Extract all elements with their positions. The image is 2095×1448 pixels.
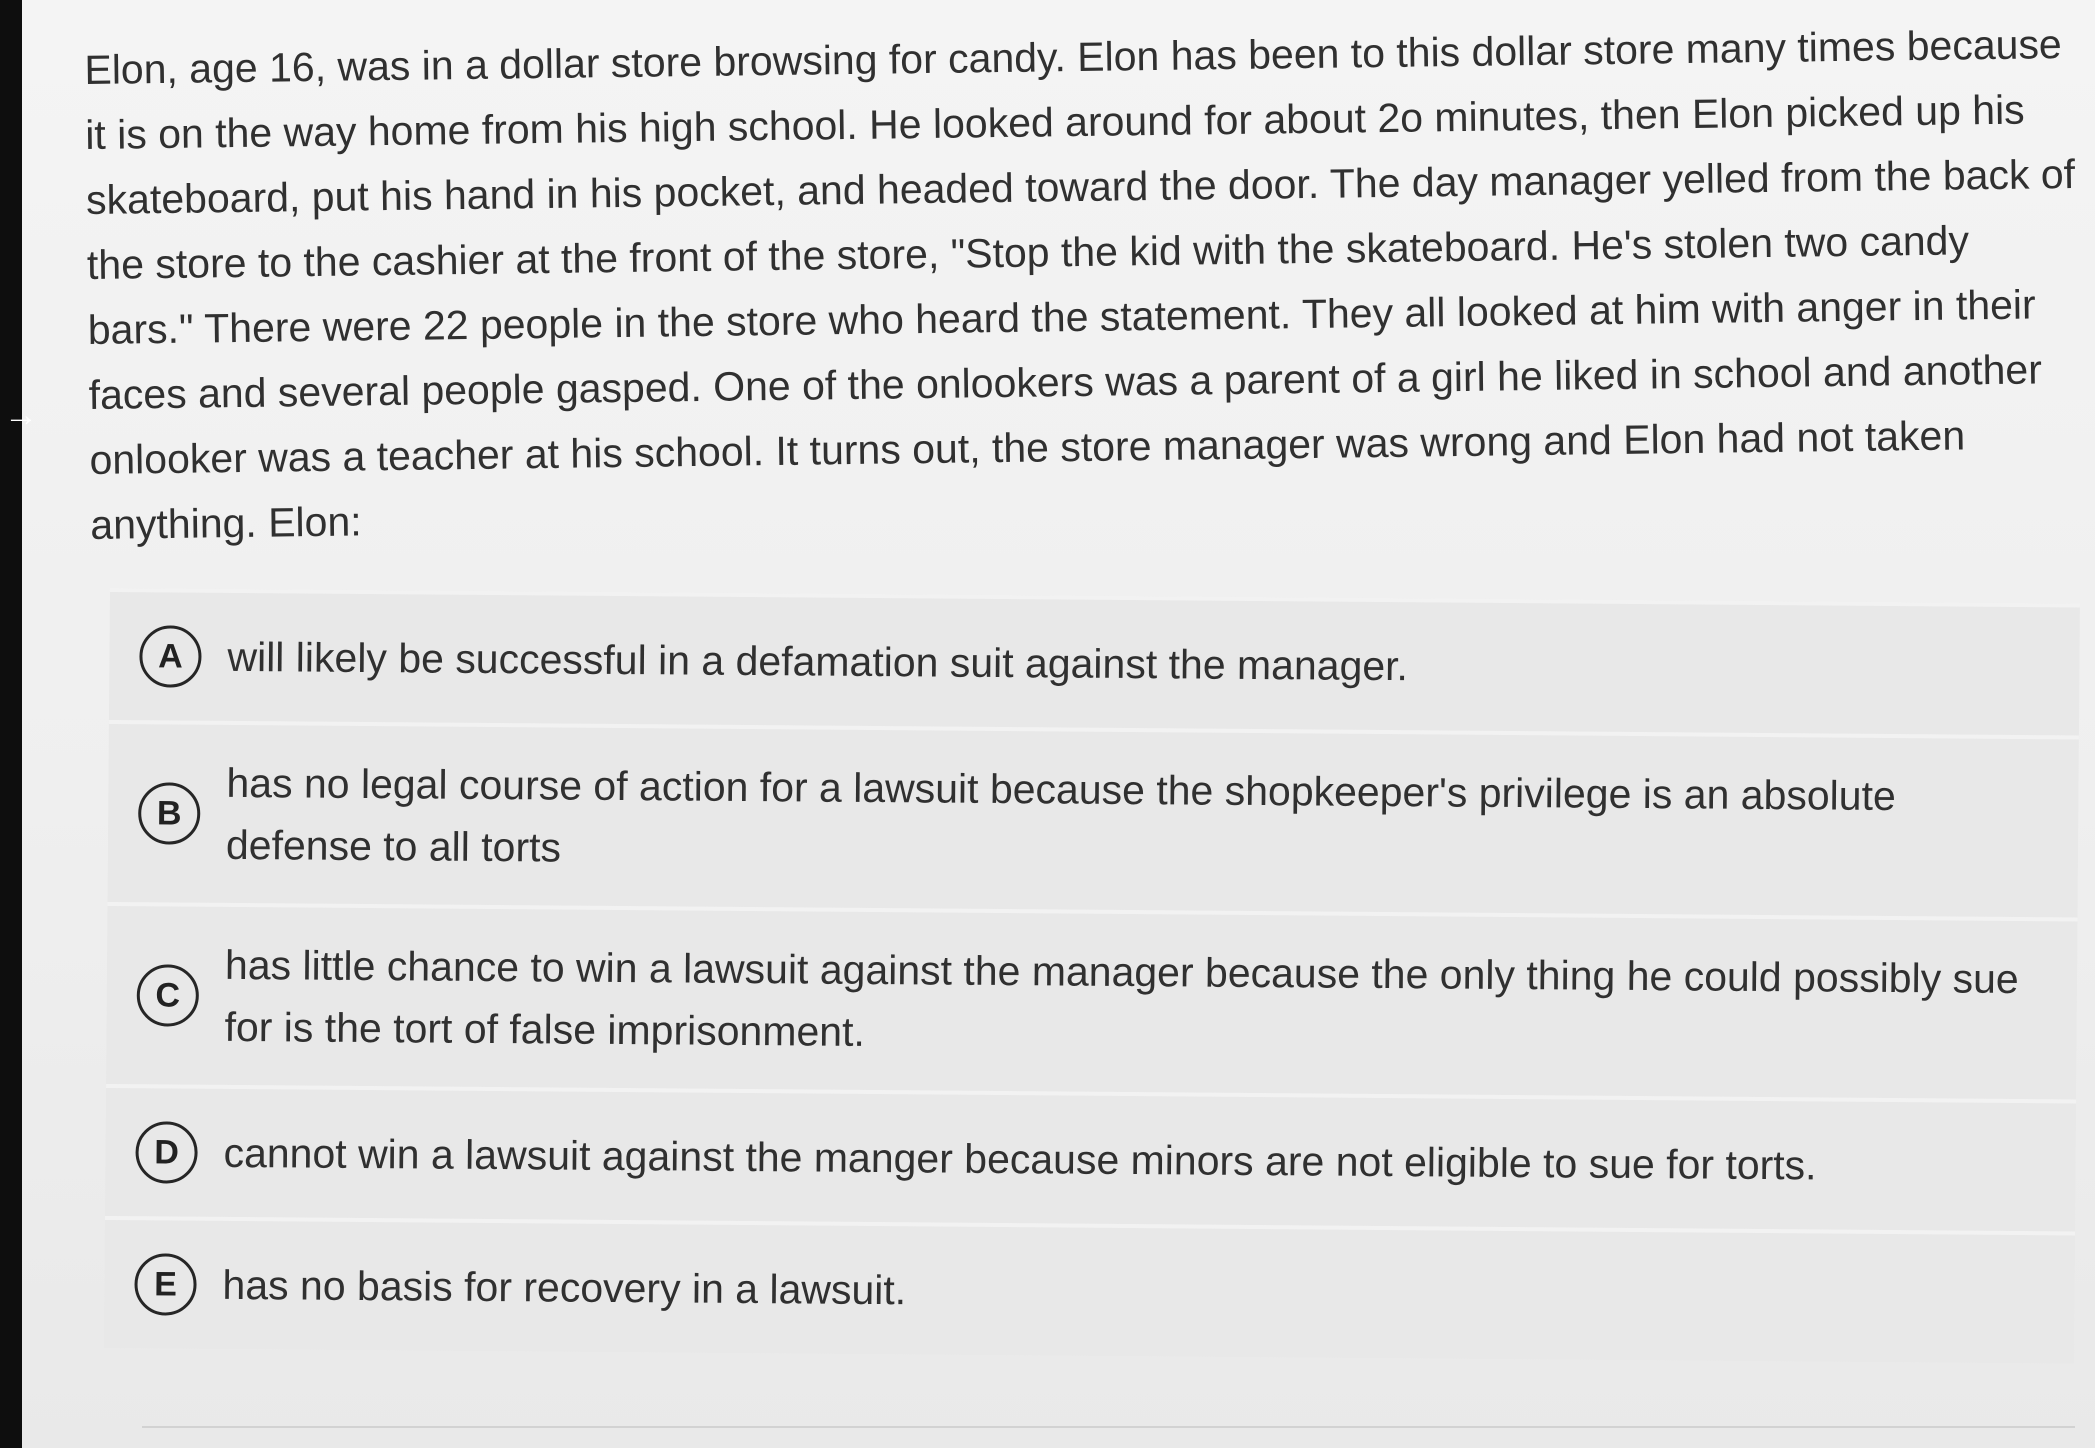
- divider: [142, 1426, 2075, 1428]
- quiz-screen: [22, 0, 2095, 1448]
- option-d[interactable]: [105, 1084, 2076, 1231]
- option-a-letter[interactable]: A: [139, 625, 201, 687]
- option-c[interactable]: [106, 902, 2077, 1099]
- option-c-text[interactable]: has little chance to win a lawsuit against the manager because the only thing he could possibly sue for is the tort of false imprisonment.: [224, 941, 2019, 1055]
- option-a[interactable]: [109, 588, 2080, 735]
- option-b[interactable]: [108, 720, 2079, 917]
- answer-options: [104, 588, 2080, 1363]
- question-text: Elon, age 16, was in a dollar store browsing for candy. Elon has been to this dollar store many times because it is on the way home from his high school. He looked around for about 2o minutes, then Elon picked up his skateboard, put his hand in his pocket, and headed toward the door. The day manager yelled from the back of the store to the cashier at the front of the store, "Stop the kid with the skateboard. He's stolen two candy bars." There were 22 people in the store who heard the statement. They all looked at him with anger in their faces and several people gasped. One of the onlookers was a parent of a girl he liked in school and another onlooker was a teacher at his school. It turns out, the store manager was wrong and Elon had not taken anything. Elon:: [84, 21, 2076, 548]
- option-d-text[interactable]: cannot win a lawsuit against the manger because minors are not eligible to sue for torts.: [223, 1129, 1817, 1189]
- option-e[interactable]: [104, 1216, 2075, 1363]
- option-d-letter[interactable]: D: [135, 1121, 197, 1183]
- arrow-right-icon: →: [4, 396, 38, 434]
- option-c-letter[interactable]: C: [137, 964, 199, 1026]
- option-a-text[interactable]: will likely be successful in a defamation suit against the manager.: [227, 633, 1409, 690]
- option-b-text[interactable]: has no legal course of action for a lawsuit because the shopkeeper's privilege is an absolute defense to all torts: [225, 759, 1896, 871]
- option-e-text[interactable]: has no basis for recovery in a lawsuit.: [222, 1261, 907, 1314]
- option-b-letter[interactable]: B: [138, 782, 200, 844]
- option-e-letter[interactable]: E: [134, 1253, 196, 1315]
